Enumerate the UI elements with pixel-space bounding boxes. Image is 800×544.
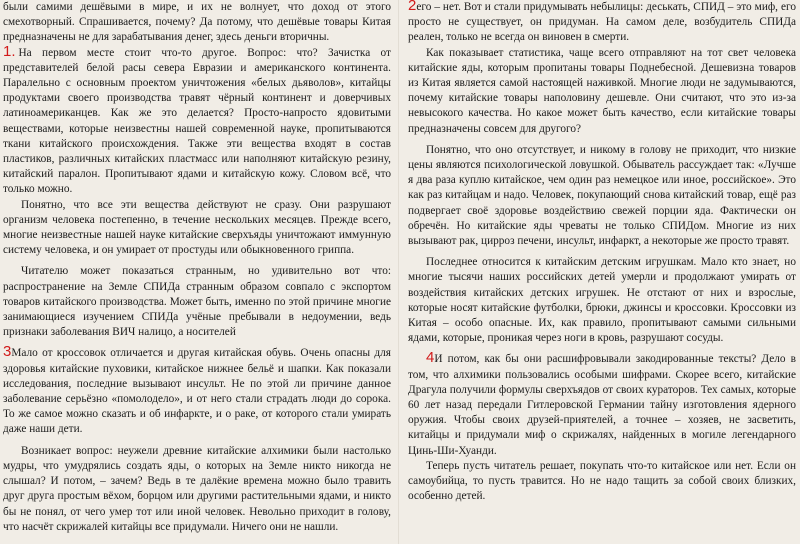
section-marker-1: 1.: [3, 42, 16, 60]
paragraph-text: Мало от кроссовок отличается и другая китайская обувь. Очень опасны для здоровья китайские пуховики, китайское нижнее бельё и шапки. Как показали исследования, последние вызывают инсульт. Не по этой ли причине данное заболевание серьёзно «помолодело», и от него стали страдать люди до сорока. То же самое можно сказать и об инфаркте, и о раке, от которого стали умирать даже наши дети.: [3, 347, 391, 436]
paragraph: Понятно, что оно отсутствует, и никому в голову не приходит, что низкие цены являются психологической ловушкой. Обыватель рассуждает так: «Лучше я два раза куплю китайское, чем один раз немецкое или иное, российское». Это как раз китайцам и надо. Человек, покупающий снова китайский товар, ещё раз подвергает своё здоровье воздействию свежей порции яда. Фактически он обречён. Но китайские яды чреваты не только СПИДом. Многие из них вызывают рак, цирроз печени, инсульт, инфаркт, а некоторые же просто травят.: [408, 143, 796, 248]
paragraph-text: На первом месте стоит что-то другое. Вопрос: что? Зачистка от представителей белой расы севера Евразии и американского континента. Паралельно с основным проектом уничтожения «белых дьяволов», китайцы продуктами своего производства травят чёрный континент и доверчивых латиноамериканцев. Как же это делается? Просто-напросто ядовитыми веществами, которые неизвестны нашей современной науке, пропитываются ткани китайского происхождения. Также эти вещества входят в состав пластиков, различных китайских пластмасс или наполняют китайскую резину, китайский паралон. Пропитывают ядами и китайскую кожу. Словом всё, что только можно.: [3, 46, 391, 196]
right-column: [408, 0, 796, 544]
paragraph: Понятно, что все эти вещества действуют не сразу. Они разрушают организм человека постепенно, в течение нескольких месяцев. Прежде всего, многие неизвестные нашей науке китайские сверхъяды уничтожают иммунную систему человека, и он умирает от простуды или обыкновенного гриппа.: [3, 198, 391, 257]
paragraph-marked: [3, 42, 391, 198]
paragraph: Теперь пусть читатель решает, покупать что-то китайское или нет. Если он самоубийца, то пусть травится. Но не надо тащить за собой своих близких, особенно детей.: [408, 459, 796, 503]
paragraph: Как показывает статистика, чаще всего отправляют на тот свет человека китайские яды, которым пропитаны товары Поднебесной. Дешевизна товаров из Китая является самой настоящей наживкой. Многие люди не задумываются, почему китайские товары наполовину дешевле. Они считают, что это из-за невысокого качества. Но какое может быть качество, если китайские товары предназначены совсем для другого?: [408, 46, 796, 135]
paragraph-text: его – нет. Вот и стали придумывать небылицы: деськать, СПИД – это миф, его просто не существует, он придуман. На самом деле, возбудитель СПИДа реален, только не всегда он виновен в смерти.: [408, 1, 796, 44]
section-marker-4: 4: [426, 349, 435, 367]
paragraph-marked: [3, 343, 391, 437]
paragraph: были самими дешёвыми в мире, и их не волнует, что доход от этого смехотворный. Спрашивается, почему? Да потому, что дешёвые товары Китая предназначены не для зарабатывания денег, здесь деньги вторичны.: [3, 1, 391, 44]
paragraph-text: И потом, как бы они расшифровывали закодированные тексты? Дело в том, что алхимики пользовались особыми шифрами. Скорее всего, китайские Драгула получили формулы сверхъядов от своих кураторов. Тех самых, которые 60 лет назад передали Гитлеровской Германии тайну изготовления ядерного оружия. Чтобы своих друзей-приятелей, а точнее – хозяев, не засветить, китайцы и придумали миф о скрижалях, найденных в могиле легендарного Цинь-Ши-Хуанди.: [408, 353, 796, 457]
paragraph: Возникает вопрос: неужели древние китайские алхимики были настолько мудры, что умудрялись создать яды, о которых на Земле никто никогда не слышал? И потом, – зачем? Ведь в те далёкие времена можно было травить друг друга простым вёхом, борцом или другими растительными ядами, и никто бы не понял, от чего умер тот или иной человек. Невольно приходит в голову, что насчёт скрижалей китайцы все придумали. Ничего они не нашли.: [3, 444, 391, 533]
left-column: [3, 0, 391, 544]
paragraph-marked: [408, 0, 796, 46]
section-marker-2: 2: [408, 0, 417, 14]
paragraph-marked: [408, 349, 796, 458]
section-marker-3: 3: [3, 343, 12, 361]
column-divider: [398, 0, 399, 544]
paragraph: Последнее относится к китайским детским игрушкам. Мало кто знает, но многие тысячи наших российских детей умерли и продолжают умирать от воздействия китайских детских игрушек. Не отстают от них и взрослые, которые носят китайские футболки, брюки, джинсы и кроссовки. Кроссовки из Китая – особо опасные. Их, как правило, пропитывают самыми сильными ядами, которые, проникая через ноги в кровь, разрушают сосуды.: [408, 256, 796, 345]
paragraph: Читателю может показаться странным, но удивительно вот что: распространение на Земле СПИДа странным образом совпало с экспортом товаров китайского производства. Может быть, именно по этой причине многие занимающиеся изучением СПИДа учёные пребывали в недоумении, ведь признаки заболевания ВИЧ налицо, а носителей: [3, 265, 391, 339]
